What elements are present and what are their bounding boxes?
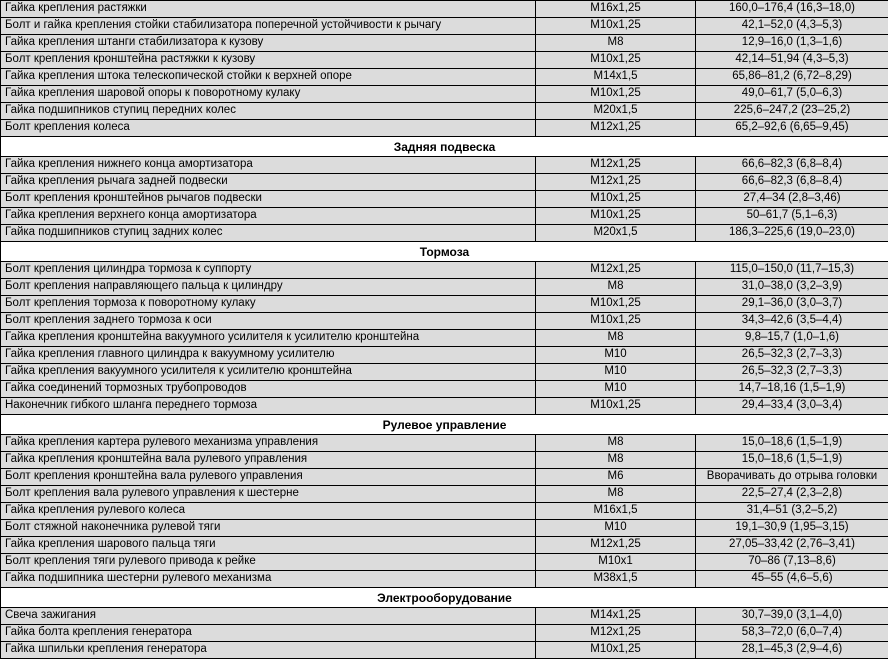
table-row — [1, 571, 888, 588]
table-row — [1, 52, 888, 69]
thread-size-cell: M10x1,25 — [536, 86, 696, 103]
torque-value-cell: 66,6–82,3 (6,8–8,4) — [696, 174, 888, 191]
table-row — [1, 296, 888, 313]
torque-value-cell: 34,3–42,6 (3,5–4,4) — [696, 313, 888, 330]
part-name-cell: Гайка подшипника шестерни рулевого механизма — [1, 571, 536, 588]
section-title: Рулевое управление — [1, 415, 888, 435]
part-name-cell: Гайка крепления кронштейна вала рулевого управления — [1, 452, 536, 469]
section-title: Задняя подвеска — [1, 137, 888, 157]
torque-value-cell: 29,1–36,0 (3,0–3,7) — [696, 296, 888, 313]
torque-value-cell: 19,1–30,9 (1,95–3,15) — [696, 520, 888, 537]
torque-value-cell: 15,0–18,6 (1,5–1,9) — [696, 435, 888, 452]
section-header-row — [1, 137, 888, 157]
table-row — [1, 469, 888, 486]
table-row — [1, 435, 888, 452]
thread-size-cell: M10x1,25 — [536, 208, 696, 225]
part-name-cell: Болт крепления тормоза к поворотному кулаку — [1, 296, 536, 313]
part-name-cell: Болт крепления направляющего пальца к цилиндру — [1, 279, 536, 296]
part-name-cell: Гайка подшипников ступиц передних колес — [1, 103, 536, 120]
section-header-row — [1, 415, 888, 435]
table-row — [1, 191, 888, 208]
part-name-cell: Гайка крепления растяжки — [1, 1, 536, 18]
table-row — [1, 537, 888, 554]
table-row — [1, 208, 888, 225]
torque-value-cell: 58,3–72,0 (6,0–7,4) — [696, 625, 888, 642]
thread-size-cell: M8 — [536, 330, 696, 347]
part-name-cell: Гайка крепления кронштейна вакуумного усилителя к усилителю кронштейна — [1, 330, 536, 347]
torque-value-cell: 49,0–61,7 (5,0–6,3) — [696, 86, 888, 103]
table-row — [1, 642, 888, 659]
thread-size-cell: M10x1 — [536, 554, 696, 571]
thread-size-cell: M8 — [536, 452, 696, 469]
part-name-cell: Болт крепления колеса — [1, 120, 536, 137]
thread-size-cell: M20x1,5 — [536, 225, 696, 242]
table-row — [1, 35, 888, 52]
part-name-cell: Болт крепления кронштейна растяжки к кузову — [1, 52, 536, 69]
thread-size-cell: M10x1,25 — [536, 642, 696, 659]
table-row — [1, 330, 888, 347]
table-row — [1, 279, 888, 296]
part-name-cell: Болт крепления цилиндра тормоза к суппорту — [1, 262, 536, 279]
thread-size-cell: M12x1,25 — [536, 262, 696, 279]
table-row — [1, 103, 888, 120]
table-row — [1, 120, 888, 137]
torque-value-cell: 186,3–225,6 (19,0–23,0) — [696, 225, 888, 242]
thread-size-cell: M10x1,25 — [536, 313, 696, 330]
thread-size-cell: M12x1,25 — [536, 537, 696, 554]
table-row — [1, 364, 888, 381]
torque-value-cell: 42,14–51,94 (4,3–5,3) — [696, 52, 888, 69]
thread-size-cell: M38x1,5 — [536, 571, 696, 588]
thread-size-cell: M8 — [536, 435, 696, 452]
torque-value-cell: 65,86–81,2 (6,72–8,29) — [696, 69, 888, 86]
torque-value-cell: 225,6–247,2 (23–25,2) — [696, 103, 888, 120]
part-name-cell: Гайка крепления шаровой опоры к поворотному кулаку — [1, 86, 536, 103]
part-name-cell: Гайка крепления картера рулевого механизма управления — [1, 435, 536, 452]
torque-value-cell: 45–55 (4,6–5,6) — [696, 571, 888, 588]
thread-size-cell: M10x1,25 — [536, 398, 696, 415]
torque-value-cell: 9,8–15,7 (1,0–1,6) — [696, 330, 888, 347]
thread-size-cell: M14x1,25 — [536, 608, 696, 625]
table-row — [1, 608, 888, 625]
torque-value-cell: 30,7–39,0 (3,1–4,0) — [696, 608, 888, 625]
table-row — [1, 1, 888, 18]
part-name-cell: Гайка крепления шарового пальца тяги — [1, 537, 536, 554]
thread-size-cell: M10x1,25 — [536, 18, 696, 35]
table-row — [1, 69, 888, 86]
table-row — [1, 486, 888, 503]
thread-size-cell: M16x1,5 — [536, 503, 696, 520]
part-name-cell: Болт стяжной наконечника рулевой тяги — [1, 520, 536, 537]
torque-value-cell: 12,9–16,0 (1,3–1,6) — [696, 35, 888, 52]
torque-value-cell: 27,4–34 (2,8–3,46) — [696, 191, 888, 208]
thread-size-cell: M8 — [536, 279, 696, 296]
part-name-cell: Болт крепления кронштейна вала рулевого управления — [1, 469, 536, 486]
thread-size-cell: M8 — [536, 35, 696, 52]
part-name-cell: Наконечник гибкого шланга переднего тормоза — [1, 398, 536, 415]
table-row — [1, 313, 888, 330]
part-name-cell: Гайка болта крепления генератора — [1, 625, 536, 642]
torque-value-cell: 26,5–32,3 (2,7–3,3) — [696, 364, 888, 381]
thread-size-cell: M16x1,25 — [536, 1, 696, 18]
table-row — [1, 520, 888, 537]
torque-value-cell: 15,0–18,6 (1,5–1,9) — [696, 452, 888, 469]
part-name-cell: Болт крепления кронштейнов рычагов подвески — [1, 191, 536, 208]
table-row — [1, 347, 888, 364]
part-name-cell: Гайка крепления рычага задней подвески — [1, 174, 536, 191]
section-title: Тормоза — [1, 242, 888, 262]
torque-value-cell: 66,6–82,3 (6,8–8,4) — [696, 157, 888, 174]
table-row — [1, 225, 888, 242]
torque-value-cell: 28,1–45,3 (2,9–4,6) — [696, 642, 888, 659]
thread-size-cell: M10x1,25 — [536, 296, 696, 313]
thread-size-cell: M10x1,25 — [536, 191, 696, 208]
part-name-cell: Гайка крепления штанги стабилизатора к кузову — [1, 35, 536, 52]
part-name-cell: Болт крепления вала рулевого управления к шестерне — [1, 486, 536, 503]
thread-size-cell: M10x1,25 — [536, 52, 696, 69]
torque-value-cell: 26,5–32,3 (2,7–3,3) — [696, 347, 888, 364]
thread-size-cell: M20x1,5 — [536, 103, 696, 120]
part-name-cell: Гайка соединений тормозных трубопроводов — [1, 381, 536, 398]
torque-value-cell: 160,0–176,4 (16,3–18,0) — [696, 1, 888, 18]
torque-value-cell: 50–61,7 (5,1–6,3) — [696, 208, 888, 225]
part-name-cell: Гайка крепления главного цилиндра к вакуумному усилителю — [1, 347, 536, 364]
section-header-row — [1, 588, 888, 608]
table-row — [1, 452, 888, 469]
thread-size-cell: M14x1,5 — [536, 69, 696, 86]
thread-size-cell: M10 — [536, 381, 696, 398]
part-name-cell: Болт и гайка крепления стойки стабилизатора поперечной устойчивости к рычагу — [1, 18, 536, 35]
table-row — [1, 86, 888, 103]
torque-value-cell: 31,4–51 (3,2–5,2) — [696, 503, 888, 520]
torque-value-cell: 115,0–150,0 (11,7–15,3) — [696, 262, 888, 279]
part-name-cell: Гайка крепления рулевого колеса — [1, 503, 536, 520]
torque-value-cell: 70–86 (7,13–8,6) — [696, 554, 888, 571]
part-name-cell: Гайка подшипников ступиц задних колес — [1, 225, 536, 242]
torque-value-cell: Вворачивать до отрыва головки — [696, 469, 888, 486]
part-name-cell: Гайка крепления вакуумного усилителя к усилителю кронштейна — [1, 364, 536, 381]
part-name-cell: Гайка крепления верхнего конца амортизатора — [1, 208, 536, 225]
table-row — [1, 503, 888, 520]
torque-spec-table-body — [1, 1, 888, 659]
thread-size-cell: M12x1,25 — [536, 625, 696, 642]
torque-value-cell: 14,7–18,16 (1,5–1,9) — [696, 381, 888, 398]
thread-size-cell: M10 — [536, 364, 696, 381]
part-name-cell: Гайка крепления штока телескопической стойки к верхней опоре — [1, 69, 536, 86]
table-row — [1, 554, 888, 571]
section-title: Электрооборудование — [1, 588, 888, 608]
part-name-cell: Свеча зажигания — [1, 608, 536, 625]
table-row — [1, 18, 888, 35]
part-name-cell: Болт крепления заднего тормоза к оси — [1, 313, 536, 330]
part-name-cell: Гайка крепления нижнего конца амортизатора — [1, 157, 536, 174]
thread-size-cell: M6 — [536, 469, 696, 486]
torque-value-cell: 42,1–52,0 (4,3–5,3) — [696, 18, 888, 35]
table-row — [1, 398, 888, 415]
thread-size-cell: M12x1,25 — [536, 157, 696, 174]
thread-size-cell: M12x1,25 — [536, 174, 696, 191]
table-row — [1, 262, 888, 279]
thread-size-cell: M8 — [536, 486, 696, 503]
table-row — [1, 625, 888, 642]
torque-value-cell: 22,5–27,4 (2,3–2,8) — [696, 486, 888, 503]
section-header-row — [1, 242, 888, 262]
table-row — [1, 174, 888, 191]
part-name-cell: Гайка шпильки крепления генератора — [1, 642, 536, 659]
thread-size-cell: M10 — [536, 520, 696, 537]
thread-size-cell: M12x1,25 — [536, 120, 696, 137]
table-row — [1, 381, 888, 398]
torque-value-cell: 31,0–38,0 (3,2–3,9) — [696, 279, 888, 296]
thread-size-cell: M10 — [536, 347, 696, 364]
torque-value-cell: 65,2–92,6 (6,65–9,45) — [696, 120, 888, 137]
table-row — [1, 157, 888, 174]
torque-value-cell: 29,4–33,4 (3,0–3,4) — [696, 398, 888, 415]
torque-value-cell: 27,05–33,42 (2,76–3,41) — [696, 537, 888, 554]
part-name-cell: Болт крепления тяги рулевого привода к рейке — [1, 554, 536, 571]
